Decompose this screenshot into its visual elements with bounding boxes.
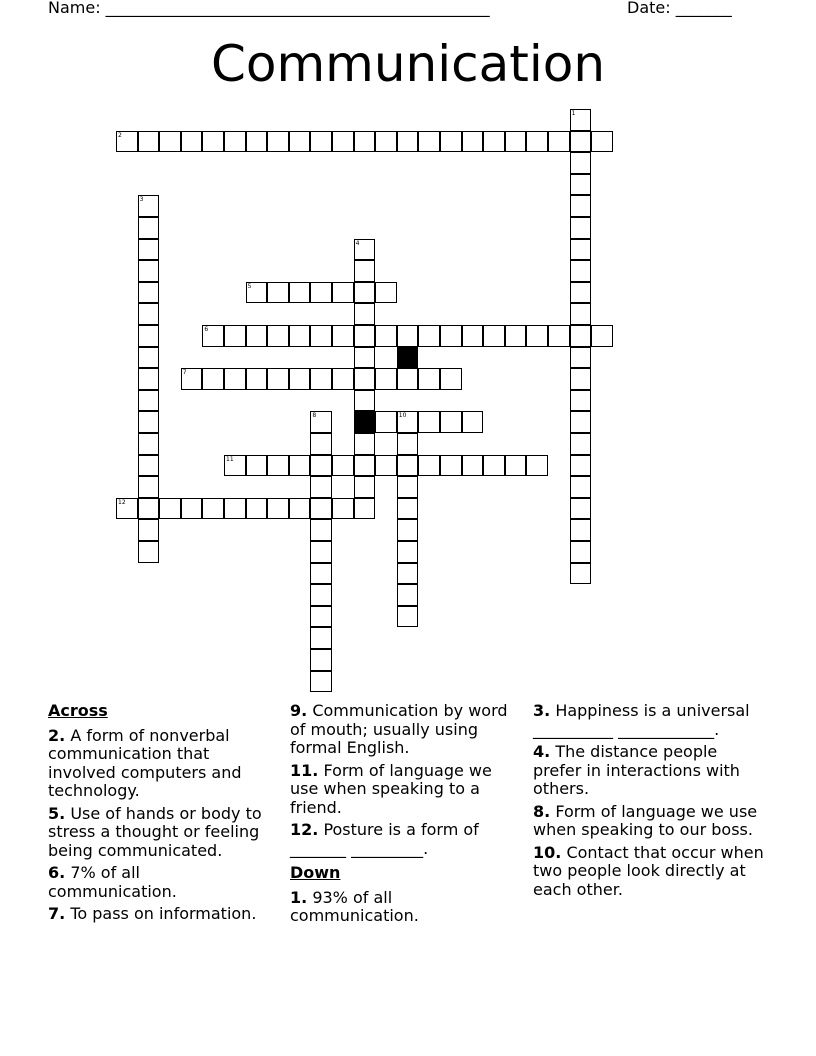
- grid-cell[interactable]: [310, 455, 332, 477]
- grid-cell[interactable]: [310, 584, 332, 606]
- grid-cell[interactable]: [375, 325, 397, 347]
- grid-cell[interactable]: [548, 131, 570, 153]
- clue-number: 2.: [48, 725, 66, 745]
- grid-cell[interactable]: [354, 368, 376, 390]
- grid-cell[interactable]: [354, 239, 376, 261]
- clue-text: Happiness is a universal __________ ____________.: [533, 701, 750, 739]
- grid-cell[interactable]: [138, 217, 160, 239]
- grid-cell[interactable]: [397, 563, 419, 585]
- grid-cell[interactable]: [267, 368, 289, 390]
- grid-cell[interactable]: [570, 563, 592, 585]
- grid-cell[interactable]: [138, 303, 160, 325]
- grid-cell[interactable]: [570, 260, 592, 282]
- grid-cell[interactable]: [462, 131, 484, 153]
- clue-down-1: [290, 889, 515, 926]
- grid-cell[interactable]: [181, 498, 203, 520]
- grid-cell[interactable]: [570, 131, 592, 153]
- cell-number: 6: [204, 326, 209, 333]
- grid-cell[interactable]: [289, 282, 311, 304]
- grid-cell[interactable]: [138, 541, 160, 563]
- grid-cell[interactable]: [289, 368, 311, 390]
- grid-cell[interactable]: [332, 498, 354, 520]
- grid-cell[interactable]: [289, 131, 311, 153]
- grid-cell[interactable]: [310, 131, 332, 153]
- clue-number: 9.: [290, 701, 308, 720]
- grid-cell[interactable]: [246, 131, 268, 153]
- grid-cell[interactable]: [267, 498, 289, 520]
- grid-cell[interactable]: [289, 498, 311, 520]
- clue-across-7: [48, 905, 272, 924]
- grid-cell[interactable]: [354, 455, 376, 477]
- grid-cell[interactable]: [267, 282, 289, 304]
- grid-cell[interactable]: [526, 325, 548, 347]
- grid-cell[interactable]: [202, 325, 224, 347]
- clue-down-4: [533, 743, 768, 799]
- grid-cell[interactable]: [397, 498, 419, 520]
- grid-cell[interactable]: [462, 411, 484, 433]
- grid-cell[interactable]: [375, 411, 397, 433]
- grid-cell[interactable]: [354, 433, 376, 455]
- grid-cell[interactable]: [310, 411, 332, 433]
- grid-cell[interactable]: [570, 303, 592, 325]
- grid-cell[interactable]: [138, 260, 160, 282]
- grid-cell[interactable]: [354, 390, 376, 412]
- grid-cell[interactable]: [440, 131, 462, 153]
- grid-cell[interactable]: [418, 325, 440, 347]
- grid-cell[interactable]: [354, 476, 376, 498]
- grid-cell[interactable]: [462, 455, 484, 477]
- cell-number: 8: [312, 412, 317, 420]
- grid-cell[interactable]: [418, 368, 440, 390]
- grid-cell[interactable]: [354, 303, 376, 325]
- grid-cell[interactable]: [418, 455, 440, 477]
- grid-cell[interactable]: [570, 152, 592, 174]
- grid-cell[interactable]: [505, 131, 527, 153]
- clue-number: 12.: [290, 820, 319, 839]
- grid-cell[interactable]: [159, 131, 181, 153]
- grid-cell[interactable]: [397, 606, 419, 628]
- grid-cell[interactable]: [310, 282, 332, 304]
- clue-across-12: [290, 821, 515, 858]
- grid-cell[interactable]: [354, 131, 376, 153]
- grid-cell[interactable]: [224, 368, 246, 390]
- grid-cell[interactable]: [570, 455, 592, 477]
- grid-cell[interactable]: [246, 325, 268, 347]
- grid-cell[interactable]: [310, 627, 332, 649]
- clue-number: 10.: [533, 842, 562, 862]
- grid-cell[interactable]: [310, 476, 332, 498]
- grid-cell[interactable]: [310, 519, 332, 541]
- grid-cell[interactable]: [267, 131, 289, 153]
- grid-cell[interactable]: [418, 411, 440, 433]
- grid-cell[interactable]: [483, 325, 505, 347]
- grid-cell[interactable]: [138, 325, 160, 347]
- grid-cell[interactable]: [526, 131, 548, 153]
- clue-text: 7% of all communication.: [48, 863, 177, 901]
- grid-cell[interactable]: [181, 131, 203, 153]
- black-cell: [397, 347, 419, 369]
- grid-cell[interactable]: [570, 109, 592, 131]
- grid-cell[interactable]: [570, 368, 592, 390]
- grid-cell[interactable]: [375, 131, 397, 153]
- grid-cell[interactable]: [570, 476, 592, 498]
- grid-cell[interactable]: [310, 368, 332, 390]
- grid-cell[interactable]: [332, 131, 354, 153]
- grid-cell[interactable]: [202, 131, 224, 153]
- clue-across-9: [290, 702, 515, 758]
- clue-text: A form of nonverbal communication that involved computers and technology.: [48, 725, 242, 800]
- clue-across-11: [290, 762, 515, 818]
- grid-cell[interactable]: [570, 541, 592, 563]
- grid-cell[interactable]: [332, 455, 354, 477]
- cell-number: 10: [398, 412, 407, 420]
- grid-cell[interactable]: [570, 217, 592, 239]
- cell-number: 9: [355, 412, 360, 420]
- grid-cell[interactable]: [224, 498, 246, 520]
- grid-cell[interactable]: [397, 476, 419, 498]
- grid-cell[interactable]: [246, 368, 268, 390]
- grid-cell[interactable]: [418, 131, 440, 153]
- clue-text: Posture is a form of _______ _________.: [290, 820, 479, 858]
- grid-cell[interactable]: [483, 131, 505, 153]
- clue-across-5: [48, 805, 272, 861]
- grid-cell[interactable]: [138, 498, 160, 520]
- clue-text: To pass on information.: [70, 904, 257, 923]
- clue-number: 5.: [48, 803, 66, 823]
- grid-cell[interactable]: [310, 649, 332, 671]
- grid-cell[interactable]: [354, 325, 376, 347]
- cell-number: 3: [139, 196, 144, 204]
- grid-cell[interactable]: [375, 368, 397, 390]
- grid-cell[interactable]: [267, 325, 289, 347]
- grid-cell[interactable]: [138, 368, 160, 390]
- clue-across-2: [48, 727, 272, 801]
- clue-text: Communication by word of mouth; usually using formal English.: [290, 701, 508, 757]
- cell-number: 5: [247, 282, 252, 290]
- down-heading: Down: [290, 863, 341, 882]
- grid-cell[interactable]: [570, 411, 592, 433]
- clue-number: 6.: [48, 863, 66, 882]
- grid-cell[interactable]: [138, 282, 160, 304]
- grid-cell[interactable]: [138, 519, 160, 541]
- clue-number: 4.: [533, 742, 551, 761]
- grid-cell[interactable]: [310, 563, 332, 585]
- grid-cell[interactable]: [440, 368, 462, 390]
- clue-text: Use of hands or body to stress a thought or feeling being communicated.: [48, 803, 262, 860]
- grid-cell[interactable]: [375, 455, 397, 477]
- grid-cell[interactable]: [570, 519, 592, 541]
- grid-cell[interactable]: [526, 455, 548, 477]
- clues-column-2: [290, 702, 515, 930]
- grid-cell[interactable]: [397, 584, 419, 606]
- grid-cell[interactable]: [397, 325, 419, 347]
- clue-down-8: [533, 803, 768, 840]
- grid-cell[interactable]: [310, 433, 332, 455]
- clue-text: Form of language we use when speaking to a friend.: [290, 760, 492, 817]
- cell-number: 12: [118, 498, 126, 506]
- date-field-label: Date: _______: [627, 0, 732, 17]
- grid-cell[interactable]: [332, 282, 354, 304]
- clue-number: 8.: [533, 801, 551, 821]
- clues-column-1: [48, 702, 272, 928]
- clue-down-3: [533, 702, 768, 739]
- grid-cell[interactable]: [310, 671, 332, 693]
- grid-cell[interactable]: [289, 325, 311, 347]
- grid-cell[interactable]: [570, 174, 592, 196]
- puzzle-title: Communication: [210, 35, 606, 93]
- grid-cell[interactable]: [570, 239, 592, 261]
- grid-cell[interactable]: [505, 325, 527, 347]
- grid-cell[interactable]: [224, 131, 246, 153]
- grid-cell[interactable]: [138, 131, 160, 153]
- grid-cell[interactable]: [483, 455, 505, 477]
- clue-number: 3.: [533, 701, 551, 720]
- clues-column-3: [533, 702, 768, 903]
- cell-number: 2: [118, 131, 122, 139]
- clue-number: 1.: [290, 887, 308, 907]
- grid-cell[interactable]: [354, 282, 376, 304]
- grid-cell[interactable]: [310, 606, 332, 628]
- grid-cell[interactable]: [202, 368, 224, 390]
- cell-number: 4: [355, 239, 360, 247]
- grid-cell[interactable]: [159, 498, 181, 520]
- grid-cell[interactable]: [570, 347, 592, 369]
- black-cell: [354, 411, 376, 433]
- grid-cell[interactable]: [397, 433, 419, 455]
- grid-cell[interactable]: [116, 498, 138, 520]
- name-field-label: Name: ________________________________________________: [48, 0, 490, 17]
- grid-cell[interactable]: [570, 498, 592, 520]
- clue-text: The distance people prefer in interactions with others.: [533, 742, 740, 798]
- grid-cell[interactable]: [354, 347, 376, 369]
- grid-cell[interactable]: [289, 455, 311, 477]
- grid-cell[interactable]: [354, 498, 376, 520]
- grid-cell[interactable]: [138, 433, 160, 455]
- across-heading: Across: [48, 701, 108, 720]
- grid-cell[interactable]: [397, 455, 419, 477]
- grid-cell[interactable]: [310, 541, 332, 563]
- grid-cell[interactable]: [138, 239, 160, 261]
- grid-cell[interactable]: [397, 541, 419, 563]
- clue-down-10: [533, 844, 768, 900]
- grid-cell[interactable]: [440, 411, 462, 433]
- grid-cell[interactable]: [375, 282, 397, 304]
- grid-cell[interactable]: [354, 260, 376, 282]
- grid-cell[interactable]: [138, 411, 160, 433]
- grid-cell[interactable]: [138, 347, 160, 369]
- grid-cell[interactable]: [548, 325, 570, 347]
- grid-cell[interactable]: [246, 455, 268, 477]
- grid-cell[interactable]: [138, 455, 160, 477]
- grid-cell[interactable]: [570, 325, 592, 347]
- clue-across-6: [48, 864, 272, 901]
- grid-cell[interactable]: [570, 390, 592, 412]
- grid-cell[interactable]: [267, 455, 289, 477]
- grid-cell[interactable]: [202, 498, 224, 520]
- grid-cell[interactable]: [397, 131, 419, 153]
- grid-cell[interactable]: [397, 411, 419, 433]
- grid-cell[interactable]: [138, 195, 160, 217]
- clue-number: 7.: [48, 904, 66, 923]
- grid-cell[interactable]: [116, 131, 138, 153]
- grid-cell[interactable]: [462, 325, 484, 347]
- clue-text: Form of language we use when speaking to our boss.: [533, 801, 758, 839]
- grid-cell[interactable]: [570, 282, 592, 304]
- cell-number: 1: [571, 110, 576, 117]
- grid-cell[interactable]: [138, 476, 160, 498]
- grid-cell[interactable]: [397, 519, 419, 541]
- cell-number: 7: [182, 369, 187, 377]
- grid-cell[interactable]: [246, 282, 268, 304]
- clue-text: 93% of all communication.: [290, 887, 419, 925]
- grid-cell[interactable]: [332, 325, 354, 347]
- clue-number: 11.: [290, 760, 319, 780]
- clue-text: Contact that occur when two people look directly at each other.: [533, 842, 764, 899]
- grid-cell[interactable]: [310, 498, 332, 520]
- grid-cell[interactable]: [332, 368, 354, 390]
- grid-cell[interactable]: [224, 325, 246, 347]
- grid-cell[interactable]: [224, 455, 246, 477]
- grid-cell[interactable]: [397, 368, 419, 390]
- grid-cell[interactable]: [138, 390, 160, 412]
- grid-cell[interactable]: [310, 325, 332, 347]
- grid-cell[interactable]: [591, 131, 613, 153]
- grid-cell[interactable]: [440, 455, 462, 477]
- grid-cell[interactable]: [570, 433, 592, 455]
- grid-cell[interactable]: [246, 498, 268, 520]
- cell-number: 11: [226, 455, 234, 463]
- grid-cell[interactable]: [505, 455, 527, 477]
- grid-cell[interactable]: [181, 368, 203, 390]
- grid-cell[interactable]: [440, 325, 462, 347]
- grid-cell[interactable]: [591, 325, 613, 347]
- grid-cell[interactable]: [570, 195, 592, 217]
